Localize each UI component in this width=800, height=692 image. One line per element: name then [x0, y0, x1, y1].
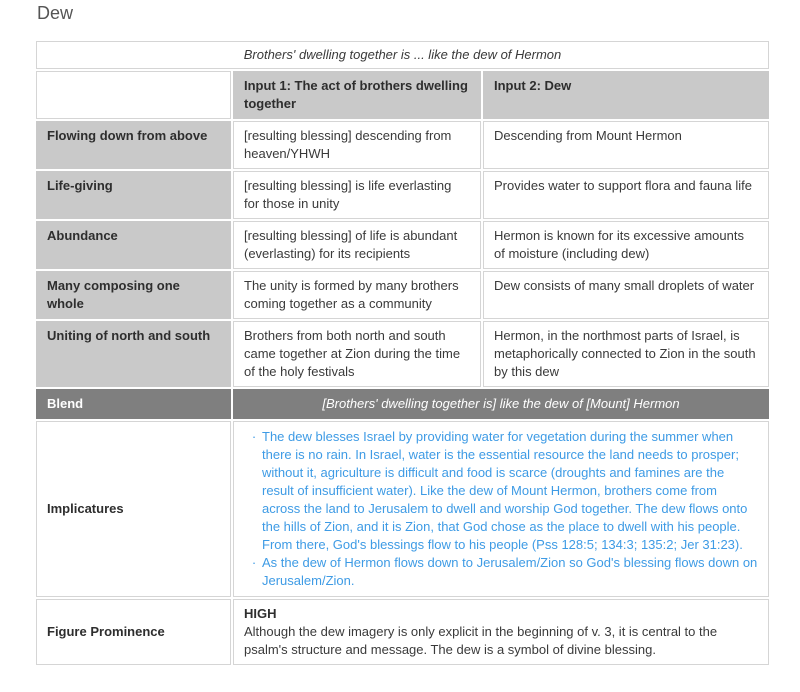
blend-analysis-table: [34, 39, 771, 667]
row-label-flowing-down: Flowing down from above: [36, 121, 231, 169]
caption-row: [36, 41, 769, 69]
blend-row: [36, 389, 769, 419]
input1-cell: Brothers from both north and south came together at Zion during the time of the holy festivals: [233, 321, 481, 387]
page-title: Dew: [37, 3, 74, 23]
row-label-implicatures: Implicatures: [36, 421, 231, 597]
implicature-text: The dew blesses Israel by providing water for vegetation during the summer when there is no rain. In Israel, water is the essential resource the land needs to prosper; without it, agriculture is difficult and food is scarce (droughts and famines are the result of insufficient water). Like the dew of Mount Hermon, brothers come from across the land to Jerusalem to dwell and worship God together. The dew flows onto the hills of Zion, and it is Zion, that God chose as the place to dwell with his people. From there, God's blessings flow to his people (Pss 128:5; 134:3; 135:2; Jer 31:23).: [262, 429, 748, 552]
bullet-icon: ·: [251, 555, 257, 570]
implicature-item: [246, 554, 758, 590]
column-header-row: [36, 71, 769, 119]
figure-prominence-level: HIGH: [244, 606, 277, 621]
figure-prominence-text: Although the dew imagery is only explicit in the beginning of v. 3, it is central to the psalm's structure and message. The dew is a symbol of divine blessing.: [244, 624, 718, 657]
input1-cell: [resulting blessing] of life is abundant (everlasting) for its recipients: [233, 221, 481, 269]
input1-cell: The unity is formed by many brothers coming together as a community: [233, 271, 481, 319]
table-row: [36, 171, 769, 219]
row-label-life-giving: Life-giving: [36, 171, 231, 219]
table-row: [36, 271, 769, 319]
row-label-abundance: Abundance: [36, 221, 231, 269]
input1-cell: [resulting blessing] descending from heaven/YHWH: [233, 121, 481, 169]
input2-cell: Descending from Mount Hermon: [483, 121, 769, 169]
table-row: [36, 221, 769, 269]
col-header-input1: Input 1: The act of brothers dwelling together: [233, 71, 481, 119]
corner-cell: [36, 71, 231, 119]
implicature-text: As the dew of Hermon flows down to Jerusalem/Zion so God's blessing flows down on Jerusalem/Zion.: [262, 555, 758, 588]
row-label-blend: Blend: [36, 389, 231, 419]
input2-cell: Dew consists of many small droplets of water: [483, 271, 769, 319]
figure-prominence-cell: [233, 599, 769, 665]
row-label-many-composing: Many composing one whole: [36, 271, 231, 319]
implicatures-cell: [233, 421, 769, 597]
implicature-item: [246, 428, 758, 554]
row-label-uniting: Uniting of north and south: [36, 321, 231, 387]
bullet-icon: ·: [251, 429, 257, 444]
blend-text-cell: [Brothers' dwelling together is] like the dew of [Mount] Hermon: [233, 389, 769, 419]
input2-cell: Hermon is known for its excessive amounts of moisture (including dew): [483, 221, 769, 269]
table-row: [36, 321, 769, 387]
table-caption: Brothers' dwelling together is ... like the dew of Hermon: [36, 41, 769, 69]
figure-prominence-row: [36, 599, 769, 665]
input2-cell: Hermon, in the northmost parts of Israel, is metaphorically connected to Zion in the south by this dew: [483, 321, 769, 387]
row-label-figure-prominence: Figure Prominence: [36, 599, 231, 665]
implicatures-row: [36, 421, 769, 597]
table-row: [36, 121, 769, 169]
col-header-input2: Input 2: Dew: [483, 71, 769, 119]
input2-cell: Provides water to support flora and fauna life: [483, 171, 769, 219]
input1-cell: [resulting blessing] is life everlasting for those in unity: [233, 171, 481, 219]
